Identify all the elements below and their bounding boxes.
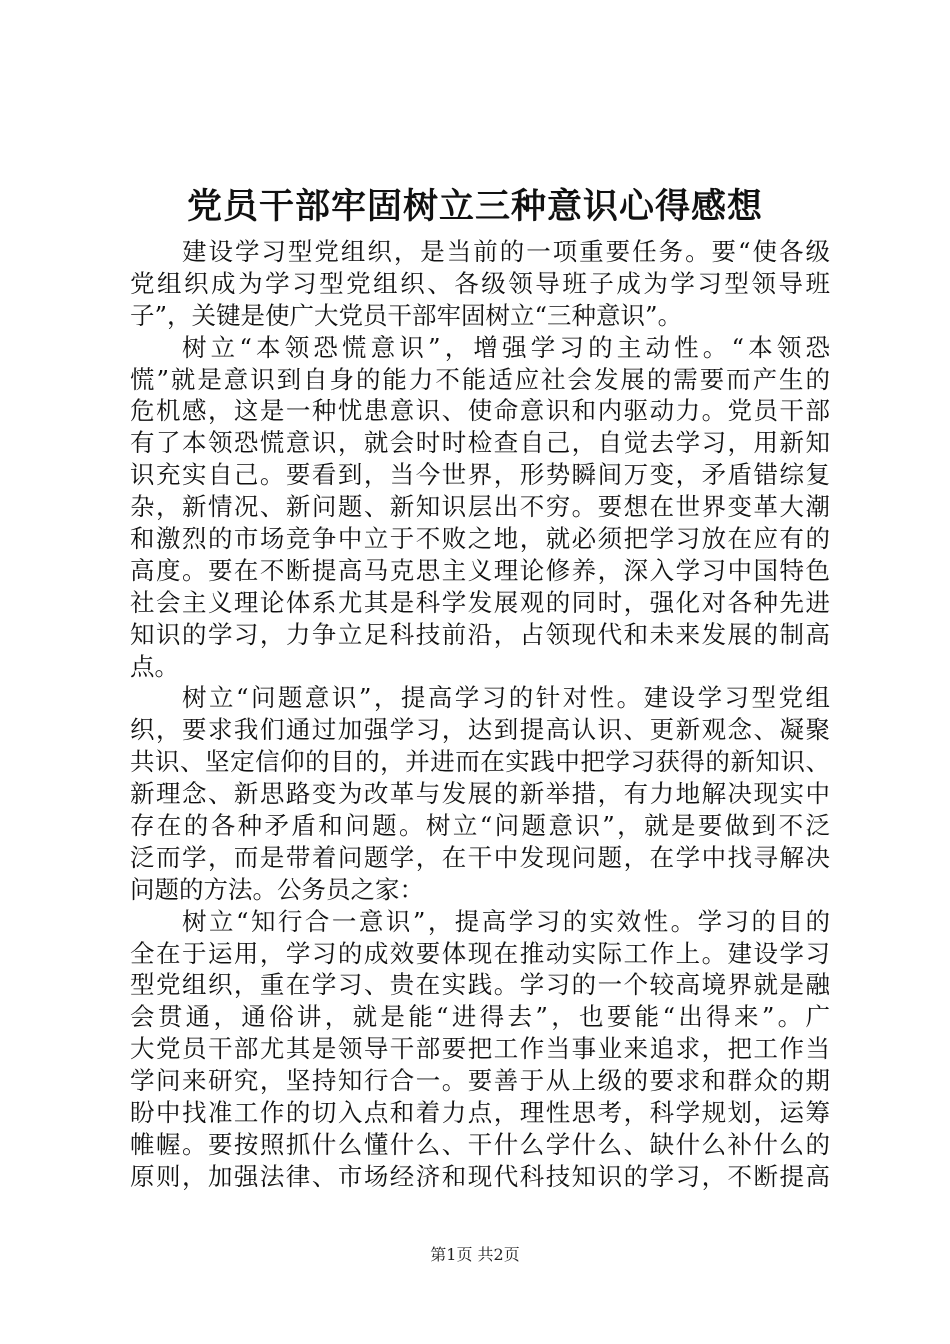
paragraph-line: 泛而学，而是带着问题学，在干中发现问题，在学中找寻解决 — [130, 842, 830, 872]
paragraph-line: 共识、坚定信仰的目的，并进而在实践中把学习获得的新知识、 — [130, 747, 830, 777]
paragraph-line: 问题的方法。公务员之家： — [130, 874, 424, 904]
paragraph-line: 存在的各种矛盾和问题。树立“问题意识”，就是要做到不泛 — [130, 811, 830, 841]
paragraph-line: 树立“本领恐慌意识”，增强学习的主动性。“本领恐 — [182, 332, 830, 362]
paragraph-line: 党组织成为学习型党组织、各级领导班子成为学习型领导班 — [130, 268, 830, 298]
paragraph-line: 大党员干部尤其是领导干部要把工作当事业来追求，把工作当 — [130, 1034, 830, 1064]
paragraph-line: 危机感，这是一种忧患意识、使命意识和内驱动力。党员干部 — [130, 396, 830, 426]
paragraph-line: 和激烈的市场竞争中立于不败之地，就必须把学习放在应有的 — [130, 524, 830, 554]
paragraph-line: 原则，加强法律、市场经济和现代科技知识的学习，不断提高 — [130, 1161, 830, 1191]
paragraph-line: 杂，新情况、新问题、新知识层出不穷。要想在世界变革大潮 — [130, 492, 830, 522]
paragraph-line: 帷幄。要按照抓什么懂什么、干什么学什么、缺什么补什么的 — [130, 1129, 830, 1159]
paragraph-line: 点。 — [130, 651, 179, 681]
paragraph-line: 全在于运用，学习的成效要体现在推动实际工作上。建设学习 — [130, 938, 830, 968]
paragraph-line: 盼中找准工作的切入点和着力点，理性思考，科学规划，运筹 — [130, 1098, 830, 1128]
paragraph-line: 慌”就是意识到自身的能力不能适应社会发展的需要而产生的 — [130, 364, 830, 394]
paragraph-line: 学问来研究，坚持知行合一。要善于从上级的要求和群众的期 — [130, 1066, 830, 1096]
document-body — [130, 236, 830, 1193]
paragraph-line: 社会主义理论体系尤其是科学发展观的同时，强化对各种先进 — [130, 587, 830, 617]
page-number-footer: 第1页 共2页 — [430, 1245, 520, 1264]
paragraph-line: 型党组织，重在学习、贵在实践。学习的一个较高境界就是融 — [130, 970, 830, 1000]
paragraph-line: 树立“知行合一意识”，提高学习的实效性。学习的目的 — [182, 906, 830, 936]
paragraph-line: 建设学习型党组织，是当前的一项重要任务。要“使各级 — [182, 237, 830, 266]
document-title: 党员干部牢固树立三种意识心得感想 — [186, 186, 763, 227]
paragraph-line: 识充实自己。要看到，当今世界，形势瞬间万变，矛盾错综复 — [130, 460, 830, 490]
paragraph-line: 高度。要在不断提高马克思主义理论修养，深入学习中国特色 — [130, 555, 830, 585]
paragraph-line: 会贯通，通俗讲，就是能“进得去”，也要能“出得来”。广 — [130, 1002, 830, 1032]
paragraph-line: 树立“问题意识”，提高学习的针对性。建设学习型党组 — [182, 683, 830, 713]
paragraph-line: 知识的学习，力争立足科技前沿，占领现代和未来发展的制高 — [130, 619, 830, 649]
paragraph-line: 子”，关键是使广大党员干部牢固树立“三种意识”。 — [130, 300, 683, 330]
paragraph-line: 织，要求我们通过加强学习，达到提高认识、更新观念、凝聚 — [130, 715, 830, 745]
paragraph-line: 有了本领恐慌意识，就会时时检查自己，自觉去学习，用新知 — [130, 428, 830, 458]
paragraph-line: 新理念、新思路变为改革与发展的新举措，有力地解决现实中 — [130, 779, 830, 809]
